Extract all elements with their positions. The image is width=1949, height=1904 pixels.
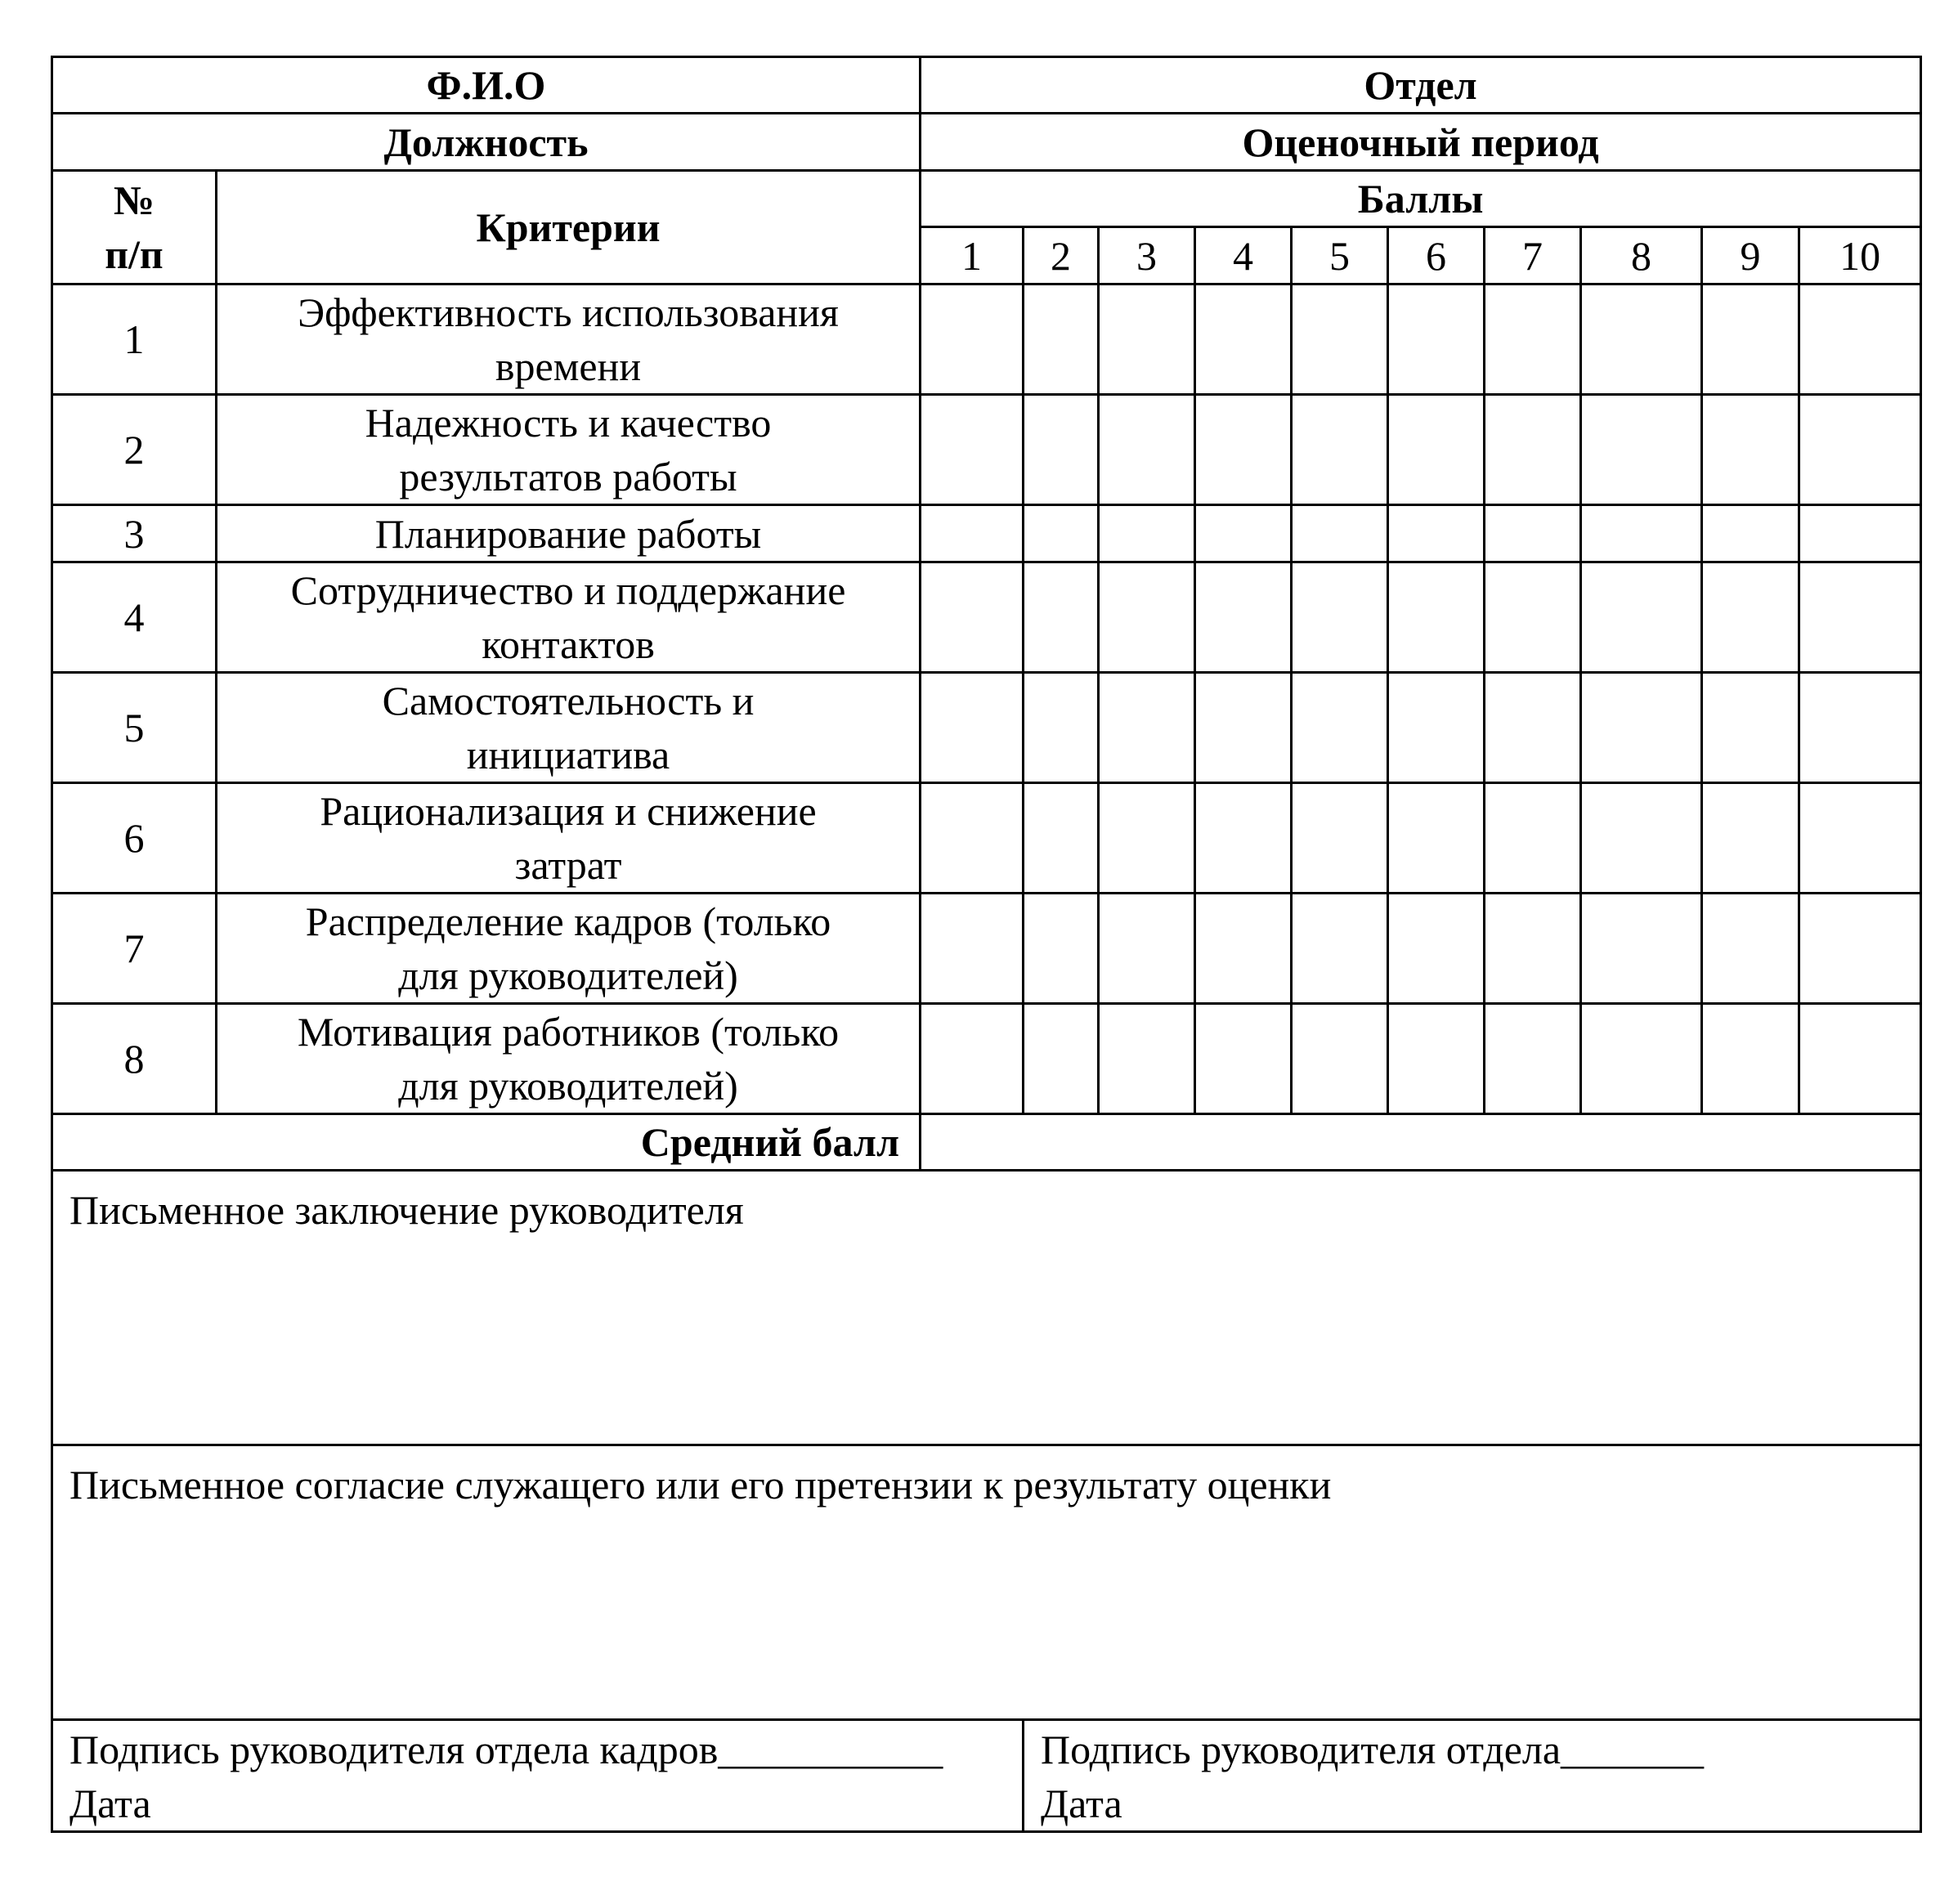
score-cell[interactable] [1799, 673, 1921, 783]
score-cell[interactable] [1581, 783, 1702, 894]
score-cell[interactable] [1195, 505, 1292, 562]
score-cell[interactable] [1702, 1004, 1799, 1114]
score-cell[interactable] [921, 395, 1024, 505]
score-cell[interactable] [1485, 562, 1581, 673]
criterion-number: 1 [52, 284, 217, 395]
number-header [52, 171, 217, 284]
score-cell[interactable] [1702, 562, 1799, 673]
score-cell[interactable] [1799, 894, 1921, 1004]
dept-date-label: Дата [1041, 1781, 1122, 1826]
score-cell[interactable] [1195, 395, 1292, 505]
employee-agreement-label: Письменное согласие служащего или его претензии к результату оценки [69, 1462, 1332, 1508]
scores-header: Баллы [921, 171, 1921, 227]
criterion-number: 8 [52, 1004, 217, 1114]
evaluation-form-table [51, 56, 1922, 1833]
score-cell[interactable] [1195, 1004, 1292, 1114]
manager-conclusion-label: Письменное заключение руководителя [69, 1187, 744, 1233]
score-cell[interactable] [1388, 395, 1485, 505]
score-cell[interactable] [1099, 783, 1195, 894]
criterion-number: 2 [52, 395, 217, 505]
score-cell[interactable] [921, 673, 1024, 783]
score-cell[interactable] [1485, 505, 1581, 562]
score-cell[interactable] [1024, 783, 1099, 894]
score-column-header: 7 [1485, 227, 1581, 284]
score-cell[interactable] [1702, 673, 1799, 783]
hr-date-label: Дата [69, 1781, 151, 1826]
score-cell[interactable] [1099, 562, 1195, 673]
criterion-label: Самостоятельность и инициатива [217, 673, 921, 783]
score-cell[interactable] [1099, 1004, 1195, 1114]
score-cell[interactable] [1292, 505, 1388, 562]
score-cell[interactable] [1195, 673, 1292, 783]
score-cell[interactable] [1292, 673, 1388, 783]
score-cell[interactable] [921, 1004, 1024, 1114]
score-cell[interactable] [1292, 284, 1388, 395]
score-cell[interactable] [921, 894, 1024, 1004]
criterion-label: Сотрудничество и поддержание контактов [217, 562, 921, 673]
score-cell[interactable] [1485, 673, 1581, 783]
score-cell[interactable] [1292, 1004, 1388, 1114]
score-column-header: 6 [1388, 227, 1485, 284]
score-cell[interactable] [1702, 395, 1799, 505]
criterion-row [52, 505, 1921, 562]
criterion-row [52, 894, 1921, 1004]
criterion-number: 7 [52, 894, 217, 1004]
score-cell[interactable] [1195, 562, 1292, 673]
score-cell[interactable] [1581, 673, 1702, 783]
score-column-header: 10 [1799, 227, 1921, 284]
score-cell[interactable] [1581, 395, 1702, 505]
criterion-label: Надежность и качество результатов работы [217, 395, 921, 505]
score-cell[interactable] [1799, 284, 1921, 395]
score-cell[interactable] [1799, 562, 1921, 673]
score-cell[interactable] [1485, 894, 1581, 1004]
score-cell[interactable] [1799, 1004, 1921, 1114]
score-cell[interactable] [1799, 505, 1921, 562]
score-cell[interactable] [1388, 505, 1485, 562]
score-cell[interactable] [1702, 783, 1799, 894]
criterion-label: Планирование работы [217, 505, 921, 562]
score-cell[interactable] [1024, 562, 1099, 673]
score-cell[interactable] [1099, 505, 1195, 562]
score-cell[interactable] [1024, 1004, 1099, 1114]
score-cell[interactable] [1485, 284, 1581, 395]
manager-conclusion-field[interactable] [52, 1171, 1921, 1445]
score-cell[interactable] [1485, 1004, 1581, 1114]
score-cell[interactable] [1024, 505, 1099, 562]
score-cell[interactable] [1024, 395, 1099, 505]
criterion-row [52, 395, 1921, 505]
score-column-header: 3 [1099, 227, 1195, 284]
score-cell[interactable] [1099, 894, 1195, 1004]
criterion-label: Эффективность использования времени [217, 284, 921, 395]
score-cell[interactable] [1388, 1004, 1485, 1114]
score-cell[interactable] [1099, 395, 1195, 505]
score-cell[interactable] [1024, 673, 1099, 783]
criterion-number: 3 [52, 505, 217, 562]
score-cell[interactable] [1388, 673, 1485, 783]
average-score-label: Средний балл [52, 1114, 921, 1171]
criterion-row [52, 1004, 1921, 1114]
score-column-header: 5 [1292, 227, 1388, 284]
score-cell[interactable] [1024, 894, 1099, 1004]
department-field[interactable] [921, 57, 1921, 114]
score-cell[interactable] [1388, 284, 1485, 395]
position-label: Должность [383, 119, 589, 165]
score-cell[interactable] [1581, 894, 1702, 1004]
score-cell[interactable] [1581, 505, 1702, 562]
score-cell[interactable] [1388, 562, 1485, 673]
score-cell[interactable] [1702, 284, 1799, 395]
criterion-row [52, 673, 1921, 783]
criterion-label: Рационализация и снижение затрат [217, 783, 921, 894]
score-cell[interactable] [921, 505, 1024, 562]
score-cell[interactable] [1702, 894, 1799, 1004]
score-cell[interactable] [921, 284, 1024, 395]
score-cell[interactable] [1799, 395, 1921, 505]
fio-label: Ф.И.О [426, 62, 546, 108]
hr-signature-label: Подпись руководителя отдела кадров___________ [69, 1727, 943, 1772]
score-cell[interactable] [1099, 284, 1195, 395]
period-label: Оценочный период [1242, 119, 1599, 165]
dept-signature-label: Подпись руководителя отдела_______ [1041, 1727, 1705, 1772]
score-cell[interactable] [1292, 783, 1388, 894]
position-field[interactable] [52, 114, 921, 171]
score-column-header: 9 [1702, 227, 1799, 284]
criteria-header: Критерии [217, 171, 921, 284]
score-cell[interactable] [921, 562, 1024, 673]
criterion-label: Распределение кадров (только для руководителей) [217, 894, 921, 1004]
score-cell[interactable] [1799, 783, 1921, 894]
score-cell[interactable] [1024, 284, 1099, 395]
score-cell[interactable] [1099, 673, 1195, 783]
score-cell[interactable] [1292, 894, 1388, 1004]
score-cell[interactable] [1292, 562, 1388, 673]
average-score-value[interactable] [921, 1114, 1921, 1171]
score-cell[interactable] [1195, 783, 1292, 894]
score-column-header: 2 [1024, 227, 1099, 284]
criterion-row [52, 562, 1921, 673]
criterion-number: 6 [52, 783, 217, 894]
score-column-header: 1 [921, 227, 1024, 284]
score-cell[interactable] [1581, 1004, 1702, 1114]
criterion-number: 5 [52, 673, 217, 783]
score-cell[interactable] [1292, 395, 1388, 505]
department-label: Отдел [1364, 62, 1477, 108]
employee-agreement-field[interactable] [52, 1445, 1921, 1720]
score-cell[interactable] [1388, 894, 1485, 1004]
score-cell[interactable] [921, 783, 1024, 894]
period-field[interactable] [921, 114, 1921, 171]
score-column-header: 8 [1581, 227, 1702, 284]
number-sub-label: п/п [105, 231, 164, 277]
fio-field[interactable] [52, 57, 921, 114]
score-cell[interactable] [1581, 284, 1702, 395]
dept-signature-field[interactable] [1024, 1720, 1921, 1832]
criterion-label: Мотивация работников (только для руководителей) [217, 1004, 921, 1114]
score-cell[interactable] [1581, 562, 1702, 673]
score-cell[interactable] [1195, 284, 1292, 395]
score-column-header: 4 [1195, 227, 1292, 284]
number-label: № [113, 177, 155, 223]
score-cell[interactable] [1485, 783, 1581, 894]
criterion-row [52, 783, 1921, 894]
score-cell[interactable] [1485, 395, 1581, 505]
criterion-number: 4 [52, 562, 217, 673]
score-cell[interactable] [1702, 505, 1799, 562]
hr-signature-field[interactable] [52, 1720, 1024, 1832]
score-cell[interactable] [1195, 894, 1292, 1004]
criterion-row [52, 284, 1921, 395]
score-cell[interactable] [1388, 783, 1485, 894]
